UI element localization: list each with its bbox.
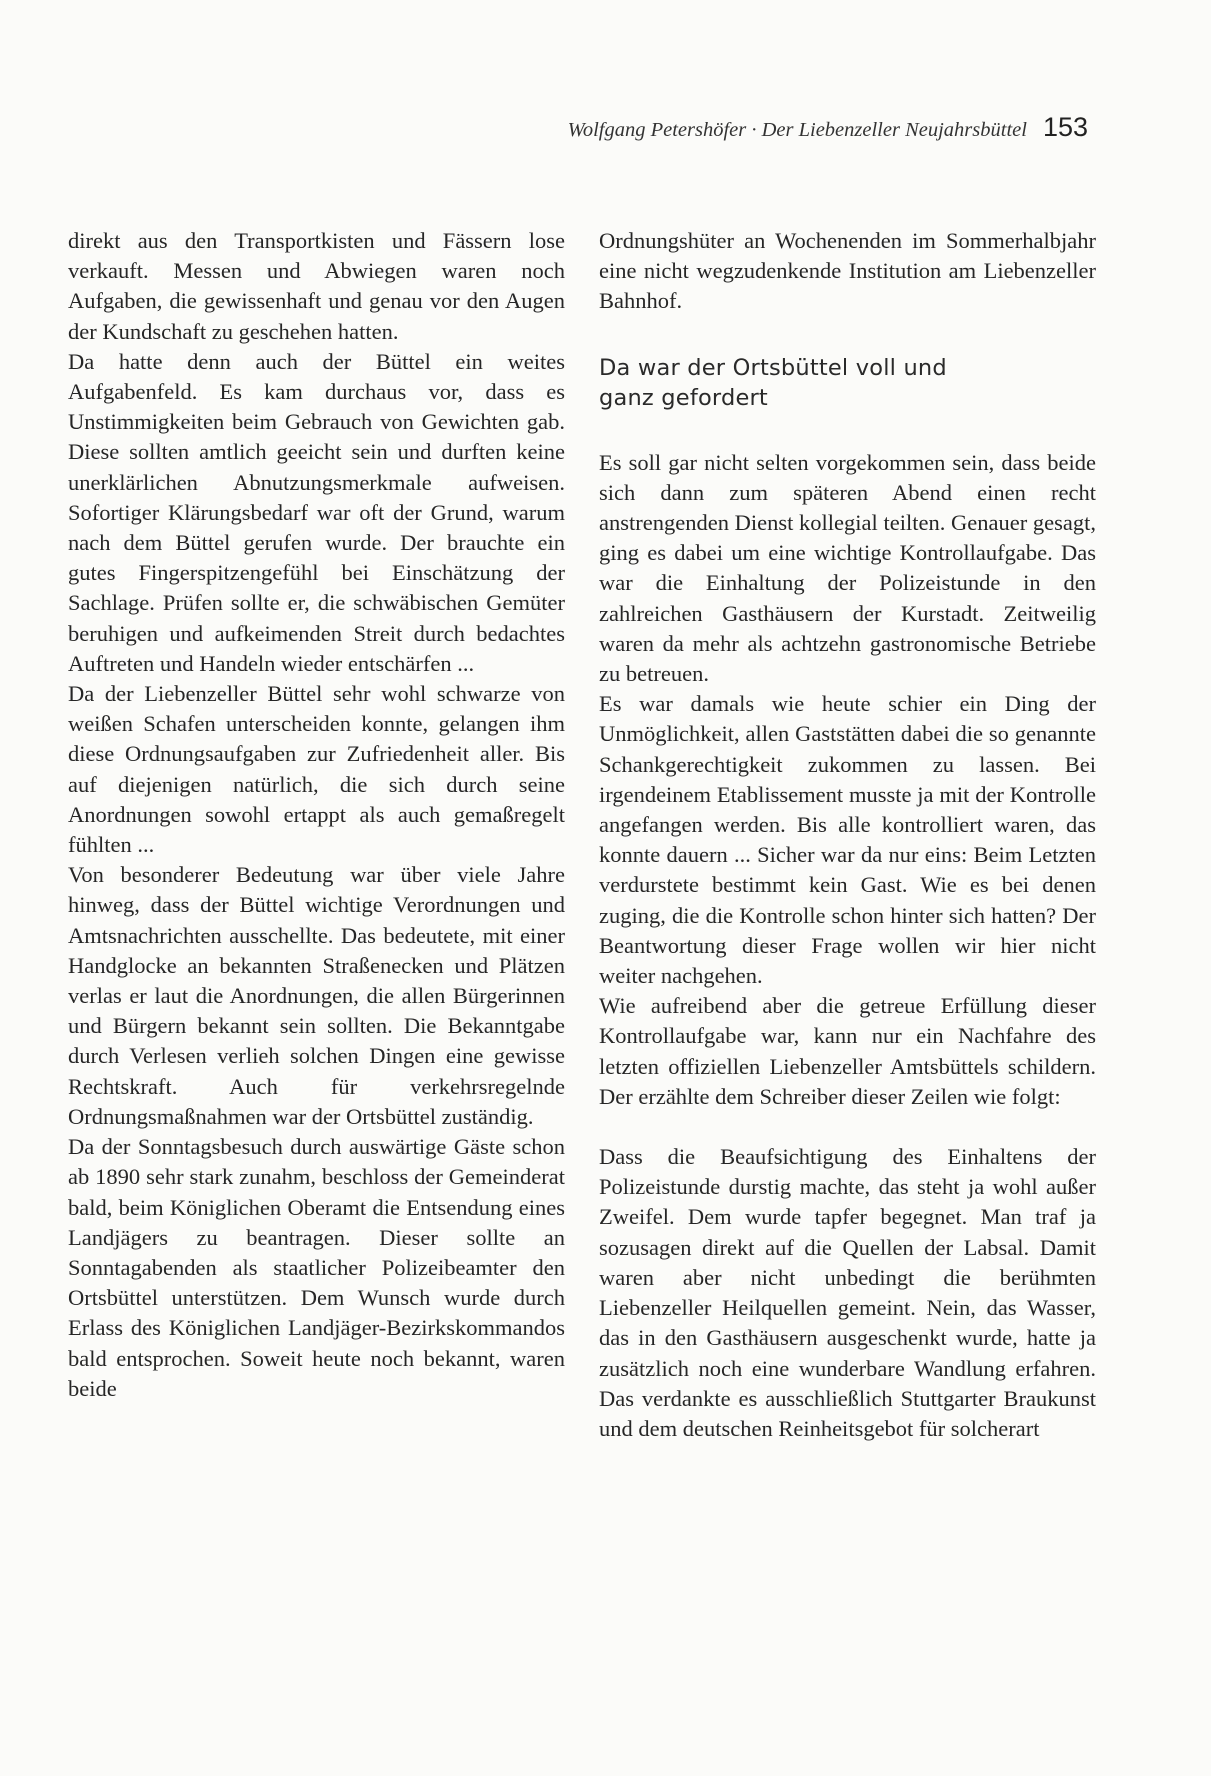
- running-title: Wolfgang Petershöfer · Der Liebenzeller Neujahrsbüttel: [567, 119, 1027, 141]
- right-paragraph-4: Wie aufreibend aber die getreue Erfüllung dieser Kontrollaufgabe war, kann nur ein Nachfahre des letzten offiziellen Liebenzeller Amtsbüttels schildern. Der erzählte dem Schreiber dieser Zeilen wie folgt:: [599, 993, 1096, 1109]
- right-column: [599, 226, 1096, 1444]
- left-paragraph-4: Von besonderer Bedeutung war über viele Jahre hinweg, dass der Büttel wichtige Verordnungen und Amtsnachrichten ausschellte. Das bedeutete, mit einer Handglocke an bekannten Straßenecken und Plätzen verlas er laut die Anordnungen, die allen Bürgerinnen und Bürgern bekannt sein sollten. Die Bekanntgabe durch Verlesen verlieh solchen Dingen eine gewisse Rechtskraft. Auch für verkehrsregelnde Ordnungsmaßnahmen war der Ortsbüttel zuständig.: [68, 862, 565, 1129]
- section-heading: [599, 353, 1096, 413]
- spacer: [599, 317, 1096, 353]
- left-paragraph-3: Da der Liebenzeller Büttel sehr wohl schwarze von weißen Schafen unterscheiden konnte, gelangen ihm diese Ordnungsaufgaben zur Zufriedenheit aller. Bis auf diejenigen natürlich, die sich durch seine Anordnungen sowohl ertappt als auch gemaßregelt fühlten ...: [68, 681, 565, 858]
- right-paragraph-5: Dass die Beaufsichtigung des Einhaltens der Polizeistunde durstig machte, das steht ja wohl außer Zweifel. Dem wurde tapfer begegnet. Man traf ja sozusagen direkt auf die Quellen der Labsal. Damit waren aber nicht unbedingt die berühmten Liebenzeller Heilquellen gemeint. Nein, das Wasser, das in den Gasthäusern ausgeschenkt wurde, hatte ja zusätzlich noch eine wunderbare Wandlung erfahren. Das verdankte es ausschließlich Stuttgarter Braukunst und dem deutschen Reinheitsgebot für solcherart: [599, 1144, 1096, 1441]
- left-paragraph-2: Da hatte denn auch der Büttel ein weites Aufgabenfeld. Es kam durchaus vor, dass es Unstimmigkeiten beim Gebrauch von Gewichten gab. Diese sollten amtlich geeicht sein und durften keine unerklärlichen Abnutzungsmerkmale aufweisen. Sofortiger Klärungsbedarf war oft der Grund, warum nach dem Büttel gerufen wurde. Der brauchte ein gutes Fingerspitzengefühl bei Einschätzung der Sachlage. Prüfen sollte er, die schwäbischen Gemüter beruhigen und aufkeimenden Streit durch bedachtes Auftreten und Handeln wieder entschärfen ...: [68, 348, 565, 676]
- spacer: [599, 1112, 1096, 1142]
- section-heading-line-2: ganz gefordert: [599, 384, 768, 411]
- right-paragraph-2: Es soll gar nicht selten vorgekommen sein, dass beide sich dann zum späteren Abend einen recht anstrengenden Dienst kollegial teilten. Genauer gesagt, ging es dabei um eine wichtige Kontrollaufgabe. Das war die Einhaltung der Polizeistunde in den zahlreichen Gasthäusern der Kurstadt. Zeitweilig waren da mehr als achtzehn gastronomische Betriebe zu betreuen.: [599, 449, 1096, 687]
- spacer: [599, 413, 1096, 448]
- left-paragraph-5: Da der Sonntagsbesuch durch auswärtige Gäste schon ab 1890 sehr stark zunahm, beschloss der Gemeinderat bald, beim Königlichen Oberamt die Entsendung eines Landjägers zu beantragen. Dieser sollte an Sonntagabenden als staatlicher Polizeibeamter den Ortsbüttel unterstützen. Dem Wunsch wurde durch Erlass des Königlichen Landjäger-Bezirkskommandos bald entsprochen. Soweit heute noch bekannt, waren beide: [68, 1134, 565, 1401]
- left-column: [68, 226, 565, 1404]
- right-paragraph-1: Ordnungshüter an Wochenenden im Sommerhalbjahr eine nicht wegzudenkende Institution am Liebenzeller Bahnhof.: [599, 228, 1096, 314]
- page-number: 153: [1042, 112, 1088, 142]
- running-head: [0, 112, 1088, 143]
- left-paragraph-1: direkt aus den Transportkisten und Fässern lose verkauft. Messen und Abwiegen waren noch Aufgaben, die gewissenhaft und genau vor den Augen der Kundschaft zu geschehen hatten.: [68, 228, 565, 344]
- right-paragraph-3: Es war damals wie heute schier ein Ding der Unmöglichkeit, allen Gaststätten dabei die so genannte Schankgerechtigkeit zukommen zu lassen. Bei irgendeinem Etablissement musste ja mit der Kontrolle angefangen werden. Bis alle kontrolliert waren, das konnte dauern ... Sicher war da nur eins: Beim Letzten verdurstete bestimmt kein Gast. Wie es bei denen zuging, die die Kontrolle schon hinter sich hatten? Der Beantwortung dieser Frage wollen wir hier nicht weiter nachgehen.: [599, 691, 1096, 989]
- section-heading-line-1: Da war der Ortsbüttel voll und: [599, 354, 947, 381]
